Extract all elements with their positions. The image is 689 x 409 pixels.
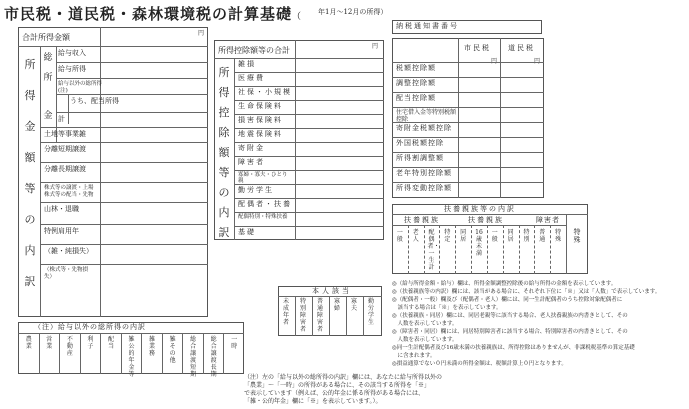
- dep-special: 特殊: [573, 228, 581, 244]
- deduction-row-label: 生命保険料: [238, 102, 283, 110]
- dep-sub-label: 特殊: [555, 229, 562, 243]
- row-line: [392, 152, 544, 153]
- page-title: 市民税・道民税・森林環境税の計算基礎（: [4, 5, 303, 23]
- dep-sub-label: 一般: [491, 229, 498, 243]
- deduction-row-label: 勤労学生: [238, 186, 274, 194]
- income-row-label: 株式等の譲渡・上場株式等の配当・先物: [44, 185, 94, 198]
- deduction-row-label: 地震保険料: [238, 130, 283, 138]
- tax-row-label: 住宅借入金等特別税額控除: [396, 109, 457, 123]
- income-row-label: 土地等事業雑: [44, 130, 86, 138]
- dep-sub-label: 特別: [523, 229, 530, 243]
- yen-mark-3: 円: [491, 58, 498, 65]
- col-line: [408, 225, 409, 274]
- row-line: [40, 244, 208, 245]
- bottom-note-line: で表示しています（例えば、公的年金に係る所得がある場合には、: [244, 390, 425, 397]
- right-note-line: ◎同一生計配偶者及び16歳未満の扶養親族は、所得控除はありませんが、非課税税基準の算定基礎: [392, 345, 635, 351]
- income-row-label: 計: [58, 115, 65, 123]
- row-line: [234, 170, 384, 171]
- tax-row-label: 寄附金税額控除: [396, 124, 452, 132]
- deduction-row-label: 配偶者・扶養: [238, 200, 292, 208]
- deduction-row-label: 損害保険料: [238, 116, 283, 124]
- deduction-title-char: 除: [218, 126, 230, 139]
- col-line: [141, 333, 142, 374]
- col-line: [363, 296, 364, 336]
- deduction-row-label: 医療費: [238, 74, 265, 82]
- other-income-col: 雑業務: [149, 336, 156, 357]
- right-note-line: ◎（給与所得金額・給与）欄は、所得金額調整控除後の給与所得の金額を表示しています。: [392, 281, 617, 287]
- income-title-char: 等: [24, 182, 36, 195]
- deduction-title-char: 訳: [218, 226, 230, 239]
- tax-row-label: 外国税額控除: [396, 139, 444, 147]
- col-line: [329, 296, 330, 336]
- row-line: [56, 78, 208, 79]
- income-row-label: （株式等・先物損失）: [44, 267, 89, 280]
- row-line: [392, 92, 544, 93]
- deduction-row-label: 障害者: [238, 158, 265, 166]
- right-note-line: ◎（配偶者・一般）欄及び（配偶者・老人）欄には、同一生計配偶者のうち控除対象配偶者に: [392, 297, 623, 303]
- row-line: [392, 107, 544, 108]
- income-row-label: 山林・退職: [44, 205, 79, 213]
- other-income-title: （注）給与以外の総所得の内訳: [34, 323, 146, 331]
- col-line: [312, 296, 313, 336]
- tax-row-label: 調整控除額: [396, 79, 436, 87]
- right-note-line: 人数を表示しています。: [392, 337, 458, 343]
- col-line: [487, 225, 488, 274]
- col-line: [455, 225, 456, 274]
- sub-line: [68, 94, 69, 124]
- row-line: [40, 224, 208, 225]
- col-line: [534, 225, 535, 274]
- row-line: [40, 162, 208, 163]
- income-row-label: 給与所得: [58, 65, 86, 73]
- tax-row-label: 所得変動控除額: [396, 184, 452, 192]
- deduction-row-label: 寄附金: [238, 144, 265, 152]
- deduction-title-char: 額: [218, 146, 230, 159]
- col-line: [203, 333, 204, 374]
- income-title-char: の: [24, 213, 36, 226]
- total-income-label: 合計所得金額: [22, 33, 70, 42]
- dep-sub-label: 特定: [444, 229, 451, 243]
- right-note-line: ◎損益通算でない０円未満の所得金額は、税額計算上０円となります。: [392, 361, 567, 367]
- bottom-note-line: （注）左の「給与以外の総所得の内訳」欄には、あなたに給与所得以外の: [244, 374, 443, 381]
- row-line: [40, 264, 208, 265]
- row-line: [234, 100, 384, 101]
- col-line: [121, 333, 122, 374]
- tax-row-label: 所得割調整額: [396, 154, 444, 162]
- income-title-char: 所: [24, 58, 36, 71]
- person-item: 普通障害者: [316, 298, 323, 333]
- tax-row-label: 配当控除額: [396, 94, 436, 102]
- row-line: [234, 198, 384, 199]
- row-line: [234, 142, 384, 143]
- other-income-col: 雑公的年金等: [128, 336, 135, 378]
- col-line: [439, 225, 440, 274]
- col-label-sho: 所: [43, 73, 53, 83]
- income-title-char: 得: [24, 89, 36, 102]
- tax-row-label: 老年特別控除額: [396, 169, 452, 177]
- row-line: [234, 184, 384, 185]
- yen-mark-2: 円: [372, 43, 379, 50]
- income-row-label: 特例肩用年: [44, 227, 79, 235]
- deduction-row-label: 社保・小規模: [238, 88, 292, 96]
- row-line: [56, 94, 208, 95]
- other-income-col: 一時: [231, 336, 238, 350]
- income-title-char: 額: [24, 151, 36, 164]
- income-title-char: 内: [24, 244, 36, 257]
- dep-sub-label: 同居: [460, 229, 467, 243]
- deduction-row-label: 配偶特別・特殊扶養: [238, 214, 288, 220]
- col-line: [471, 225, 472, 274]
- deduction-row-label: 基礎: [238, 228, 256, 236]
- col-line: [100, 333, 101, 374]
- dep-sub-label: 16歳未満: [475, 229, 483, 257]
- col-line: [295, 296, 296, 336]
- other-income-col: 雑その他: [169, 336, 176, 364]
- col-line: [80, 333, 81, 374]
- row-line: [56, 112, 208, 113]
- right-note-line: ◎（扶養親族・同居）欄には、同居老親等に該当する場合、老人扶養親族の内書きとして、その: [392, 313, 628, 319]
- row-line: [234, 114, 384, 115]
- col-line: [503, 225, 504, 274]
- row-line: [234, 128, 384, 129]
- dep-sub-label: 同居: [507, 229, 514, 243]
- row-line: [392, 182, 544, 183]
- row-line: [56, 62, 208, 63]
- deduction-row-label: 雑損: [238, 60, 256, 68]
- other-income-col: 利子: [87, 336, 94, 350]
- income-title-char: 訳: [24, 275, 36, 288]
- other-income-col: 農業: [25, 336, 32, 350]
- col-line: [59, 333, 60, 374]
- dep-group-3: 障害者: [536, 216, 560, 224]
- income-row-label: 給与以外の総所得(注): [58, 81, 103, 94]
- year-note: 年1月～12月の所得）: [318, 8, 388, 16]
- dep-group-1: 扶養親族: [404, 216, 440, 224]
- right-note-line: 該当する場合は「※」を表示しています。: [392, 305, 502, 311]
- dependents-title: 扶養親族等の内訳: [444, 205, 516, 213]
- deduction-title-char: 得: [218, 86, 230, 99]
- pref-tax-header: 道民税: [508, 44, 535, 52]
- row-line: [234, 226, 384, 227]
- other-income-col: 総合譲渡長期: [210, 336, 217, 378]
- income-row-label: うち、配当所得: [70, 97, 119, 105]
- city-tax-header: 市民税: [464, 44, 491, 52]
- income-row-label: （雑・純損失）: [44, 247, 93, 255]
- other-income-col: 配当: [107, 336, 114, 350]
- col-line: [550, 225, 551, 274]
- col-line: [162, 333, 163, 374]
- yen-mark: 円: [198, 30, 205, 37]
- dep-sub-label: 普通: [539, 229, 546, 243]
- col-line: [39, 333, 40, 374]
- dep-sub-label: 配偶者・一生計: [427, 229, 440, 271]
- row-line: [234, 86, 384, 87]
- other-income-col: 不動産: [66, 336, 73, 357]
- income-title-char: 金: [24, 120, 36, 133]
- col-line: [223, 333, 224, 374]
- col-line: [519, 225, 520, 274]
- row-line: [234, 212, 384, 213]
- row-line: [392, 137, 544, 138]
- row-line: [234, 72, 384, 73]
- row-line: [40, 142, 208, 143]
- row-line: [40, 127, 208, 128]
- income-row-label: 分離長期譲渡: [44, 165, 86, 173]
- tax-row-label: 税額控除額: [396, 64, 436, 72]
- other-income-col: 総合譲渡短期: [190, 336, 197, 378]
- right-note-line: 人数を表示しています。: [392, 321, 458, 327]
- row-line: [40, 182, 208, 183]
- deduction-total-label: 所得控除額等の合計: [218, 46, 290, 55]
- dep-sub-label: 老人: [412, 229, 419, 243]
- bottom-note-line: 「農業」～「一時」の所得がある場合に、その該当する所得を「※」: [244, 382, 431, 389]
- right-note-line: ◎（扶養親族等の内訳）欄には、該当がある場合に、それぞれ下位に「※」又は「人数」で表示しています。: [392, 289, 661, 295]
- person-item: 寡婦: [333, 298, 340, 312]
- row-line: [392, 62, 544, 63]
- deduction-row-label: 寡婦・寡夫・ひとり親: [238, 172, 288, 184]
- deduction-title-char: 等: [218, 166, 230, 179]
- row-line: [392, 77, 544, 78]
- row-line: [234, 156, 384, 157]
- bottom-note-line: 「雑・公的年金」欄に「※」を表示しています。）。: [244, 398, 382, 405]
- yen-mark-4: 円: [534, 58, 541, 65]
- right-note-line: に含まれます。: [392, 353, 436, 359]
- row-line: [40, 202, 208, 203]
- deduction-title-char: の: [218, 186, 230, 199]
- person-title: 本人該当: [312, 287, 352, 295]
- row-line: [392, 167, 544, 168]
- deduction-section: [214, 40, 384, 240]
- notice-number-label: 納税通知書番号: [396, 22, 459, 30]
- deduction-title-char: 所: [218, 66, 230, 79]
- col-label-sou: 総: [43, 53, 53, 63]
- person-item: 未成年者: [282, 298, 289, 326]
- person-item: 寡夫: [350, 298, 357, 312]
- row-line: [392, 122, 544, 123]
- other-income-col: 営業: [46, 336, 53, 350]
- person-item: 特別障害者: [299, 298, 306, 333]
- deduction-title-char: 内: [218, 206, 230, 219]
- col-line: [346, 296, 347, 336]
- col-line: [182, 333, 183, 374]
- col-line: [424, 225, 425, 274]
- person-item: 勤労学生: [367, 298, 374, 326]
- right-note-line: ◎（障害者・同居）欄には、同居特別障害者に該当する場合、特別障害者の内書きとして、その: [392, 329, 628, 335]
- income-row-label: 分離短期譲渡: [44, 145, 86, 153]
- dep-sub-label: 一般: [396, 229, 403, 243]
- dep-group-2: 扶養親族: [468, 216, 504, 224]
- col-label-kin: 金: [43, 111, 53, 121]
- deduction-title-char: 控: [218, 106, 230, 119]
- income-row-label: 給与収入: [58, 49, 86, 57]
